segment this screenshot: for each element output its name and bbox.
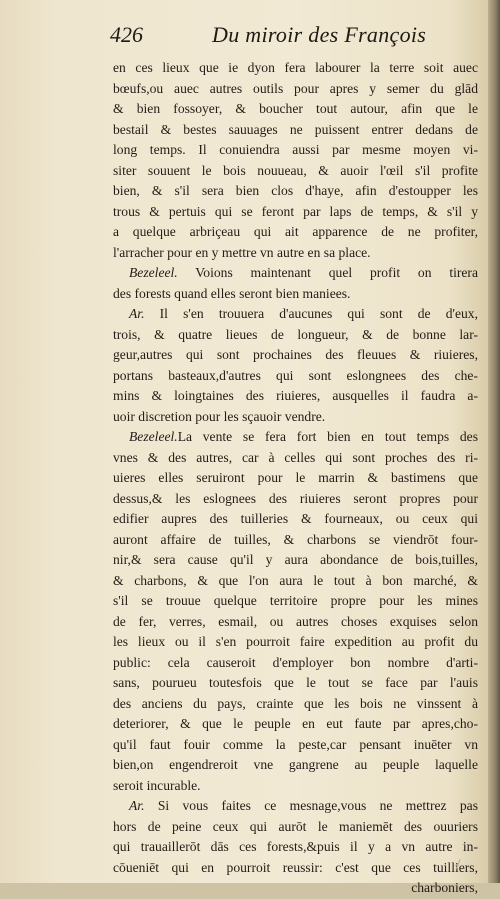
line-text: uieres elles seruiront pour le marrin & bastimens que (113, 470, 478, 485)
text-line (113, 222, 478, 243)
text-line (113, 673, 478, 694)
text-line (113, 427, 478, 448)
text-line (113, 263, 478, 284)
line-text: auront affaire de tuilles, & charbons se viendrōt four- (113, 531, 478, 547)
line-text: edifier aupres des tuilleries & fourneaux, ou ceux qui (113, 511, 478, 526)
text-line (113, 858, 478, 879)
line-text: cōueniēt qui en pourroit reussir: c'est que ces tuilliers, (113, 859, 478, 875)
text-line (113, 345, 478, 366)
line-text: trous & pertuis qui se feront par laps de temps, & s'il y (113, 203, 478, 219)
text-line (113, 878, 478, 899)
text-line (113, 284, 478, 305)
line-text: mins & loingtaines des riuieres, ausquelles il faudra a- (113, 388, 478, 403)
text-line (113, 407, 478, 428)
text-line (113, 161, 478, 182)
text-line (113, 755, 478, 776)
line-text: uoir discretion pour les sçauoir vendre. (113, 408, 326, 424)
text-line (113, 612, 478, 633)
text-line (113, 796, 478, 817)
text-line (113, 837, 478, 858)
text-line (113, 714, 478, 735)
line-text: vnes & des autres, car à celles qui sont proches des ri- (113, 449, 478, 465)
text-line (113, 79, 478, 100)
text-line (113, 530, 478, 551)
text-line (113, 653, 478, 674)
text-line (113, 550, 478, 571)
page-number: 426 (110, 22, 143, 47)
line-text: trois, & quatre lieues de longueur, & de bonne lar- (113, 326, 478, 342)
line-text: de fer, verres, esmail, ou autres choses exquises selon (113, 613, 478, 629)
text-line (113, 243, 478, 264)
text-line (113, 776, 478, 797)
speaker-name: Ar. (129, 798, 145, 813)
text-line (113, 181, 478, 202)
line-text: La vente se fera fort bien en tout temps des (177, 429, 478, 444)
line-text: dessus,& les eslognees des riuieres seront propres pour (113, 490, 478, 506)
text-line (113, 632, 478, 653)
line-text: long temps. Il conuiendra aussi par mesme moyen vi- (113, 142, 478, 157)
line-text: qui trauaillerōt dās ces forests,&puis il y a vn autre in- (113, 839, 478, 854)
text-line (113, 694, 478, 715)
line-text: hors de peine ceux qui aurōt le maniemēt des ouuriers (113, 818, 478, 834)
line-text: l'arracher pour en y mettre vn autre en sa place. (113, 244, 371, 260)
line-text: nir,& sera cause qu'il y aura abondance de bois,tuilles, (113, 552, 478, 567)
line-text: qu'il faut fouir comme la peste,car pensant inuēter vn (113, 736, 478, 752)
speaker-name: Bezeleel. (129, 429, 178, 444)
line-text: portans basteaux,d'autres qui sont eslongnees des che- (113, 367, 478, 383)
line-text: bestail & bestes sauuages ne puissent entrer dedans de (113, 121, 478, 137)
line-text: siter souuent le bois nouueau, & auoir l'œil s'il profite (113, 162, 478, 178)
text-line (113, 140, 478, 161)
text-line (113, 509, 478, 530)
text-line (113, 817, 478, 838)
line-text: & bien fossoyer, & boucher tout autour, afin que le (113, 101, 478, 116)
text-line (113, 58, 478, 79)
running-title: Du miroir des François (212, 22, 427, 47)
text-line (113, 325, 478, 346)
line-text: bien,on engendreroit vne gangrene au peuple laquelle (113, 757, 478, 772)
line-text: bœufs,ou auec autres outils pour apres y semer du glād (113, 80, 478, 96)
line-text: seroit incurable. (113, 777, 201, 793)
line-text: Voions maintenant quel profit on tirera (177, 265, 478, 280)
line-text: deteriorer, & que le peuple en eut faute par apres,cho- (113, 716, 478, 731)
line-text: s'il se trouue quelque territoire propre pour les mines (113, 593, 478, 608)
speaker-name: Ar. (129, 306, 145, 321)
line-text: geur,autres qui sont prochaines des fleuues & riuieres, (113, 347, 478, 362)
line-text: des forests quand elles seront bien maniees. (113, 285, 351, 301)
text-line (113, 591, 478, 612)
line-text: public: cela causeroit d'employer bon nombre d'arti- (113, 654, 478, 670)
line-text: Si vous faites ce mesnage,vous ne mettrez pas (144, 798, 478, 813)
page-edge (488, 0, 500, 883)
text-line (113, 468, 478, 489)
line-text: charboniers, (411, 880, 478, 895)
line-text: a quelque arbriçeau qui ait apparence de ne profiter, (113, 224, 478, 239)
text-line (113, 202, 478, 223)
text-line (113, 448, 478, 469)
text-line (113, 120, 478, 141)
text-line (113, 571, 478, 592)
text-line (113, 99, 478, 120)
speaker-name: Bezeleel. (129, 265, 178, 280)
text-line (113, 304, 478, 325)
line-text: des anciens du pays, crainte que les bois ne vinssent à (113, 695, 478, 711)
text-line (113, 735, 478, 756)
line-text: bien, & s'il sera bien clos d'haye, afin d'estoupper les (113, 183, 478, 198)
line-text: & charbons, & que l'on aura le tout à bon marché, & (113, 572, 478, 588)
line-text: en ces lieux que ie dyon fera labourer la terre soit auec (113, 60, 478, 75)
text-line (113, 366, 478, 387)
line-text: Il s'en trouuera d'aucunes qui sont de d'eux, (144, 306, 478, 321)
body-text (113, 58, 478, 899)
text-line (113, 386, 478, 407)
text-line (113, 489, 478, 510)
line-text: les lieux ou il s'en pourroit faire expedition au profit du (113, 634, 478, 649)
line-text: sans, pourueu toutesfois que le tout se face par l'auis (113, 675, 478, 690)
page-header (110, 20, 450, 50)
